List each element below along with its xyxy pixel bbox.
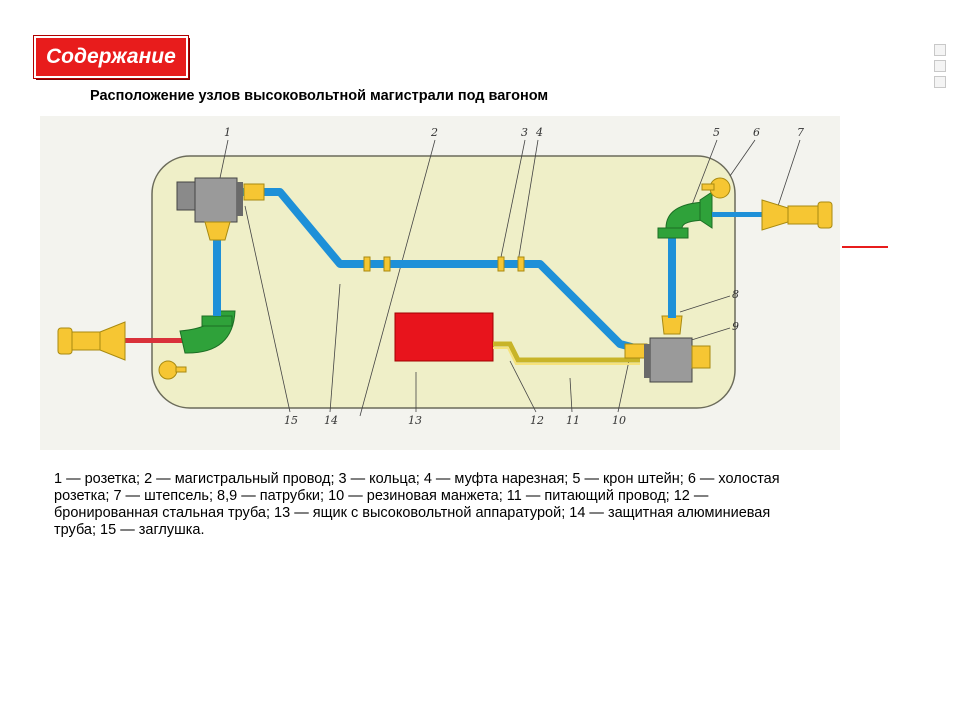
hv-equipment-box bbox=[395, 313, 493, 361]
slide-title: Расположение узлов высоковольтной магистрали под вагоном bbox=[90, 88, 549, 104]
callout-label: 11 bbox=[566, 414, 580, 427]
callout-label: 15 bbox=[284, 414, 298, 427]
decor-square bbox=[934, 76, 946, 88]
callout-label: 12 bbox=[530, 414, 544, 427]
right-plug-cable bbox=[712, 212, 766, 217]
callout-label: 2 bbox=[431, 126, 438, 139]
left-plug bbox=[58, 322, 125, 360]
left-bracket bbox=[202, 316, 232, 326]
callout-label: 13 bbox=[408, 414, 422, 427]
ring bbox=[364, 257, 370, 271]
diagram-caption: 1 — розетка; 2 — магистральный провод; 3 — кольца; 4 — муфта нарезная; 5 — крон штейн; 6 — холостая розетка; 7 — штепсель; 8,9 — патрубки; 10 — резиновая манжета; 11 — питающий провод; 12 — бронированная стальная труба; 13 — ящик с высоковольтной аппаратурой; 14 — защитная алюминиевая труба; 15 — заглушка. bbox=[54, 471, 780, 538]
ring bbox=[518, 257, 524, 271]
callout-label: 14 bbox=[324, 414, 338, 427]
callout-label: 4 bbox=[536, 126, 543, 139]
decor-square bbox=[934, 44, 946, 56]
toc-button-label: Содержание bbox=[46, 45, 176, 68]
right-plug bbox=[762, 200, 832, 230]
callout-label: 7 bbox=[797, 126, 804, 139]
callout-label: 9 bbox=[732, 320, 739, 333]
callout-label: 1 bbox=[224, 126, 231, 139]
callout-label: 8 bbox=[732, 288, 739, 301]
ring bbox=[384, 257, 390, 271]
callout-label: 6 bbox=[753, 126, 760, 139]
callout-label: 3 bbox=[521, 126, 528, 139]
callout-label: 10 bbox=[612, 414, 626, 427]
toc-button[interactable] bbox=[34, 36, 188, 78]
decorative-squares bbox=[934, 44, 946, 92]
decor-square bbox=[934, 60, 946, 72]
decor-red-line bbox=[842, 246, 888, 248]
ring bbox=[498, 257, 504, 271]
left-dummy-socket bbox=[159, 361, 177, 379]
callout-label: 5 bbox=[713, 126, 720, 139]
wiring-diagram bbox=[40, 116, 840, 450]
left-plug-cable bbox=[125, 338, 185, 343]
right-bracket bbox=[658, 228, 688, 238]
